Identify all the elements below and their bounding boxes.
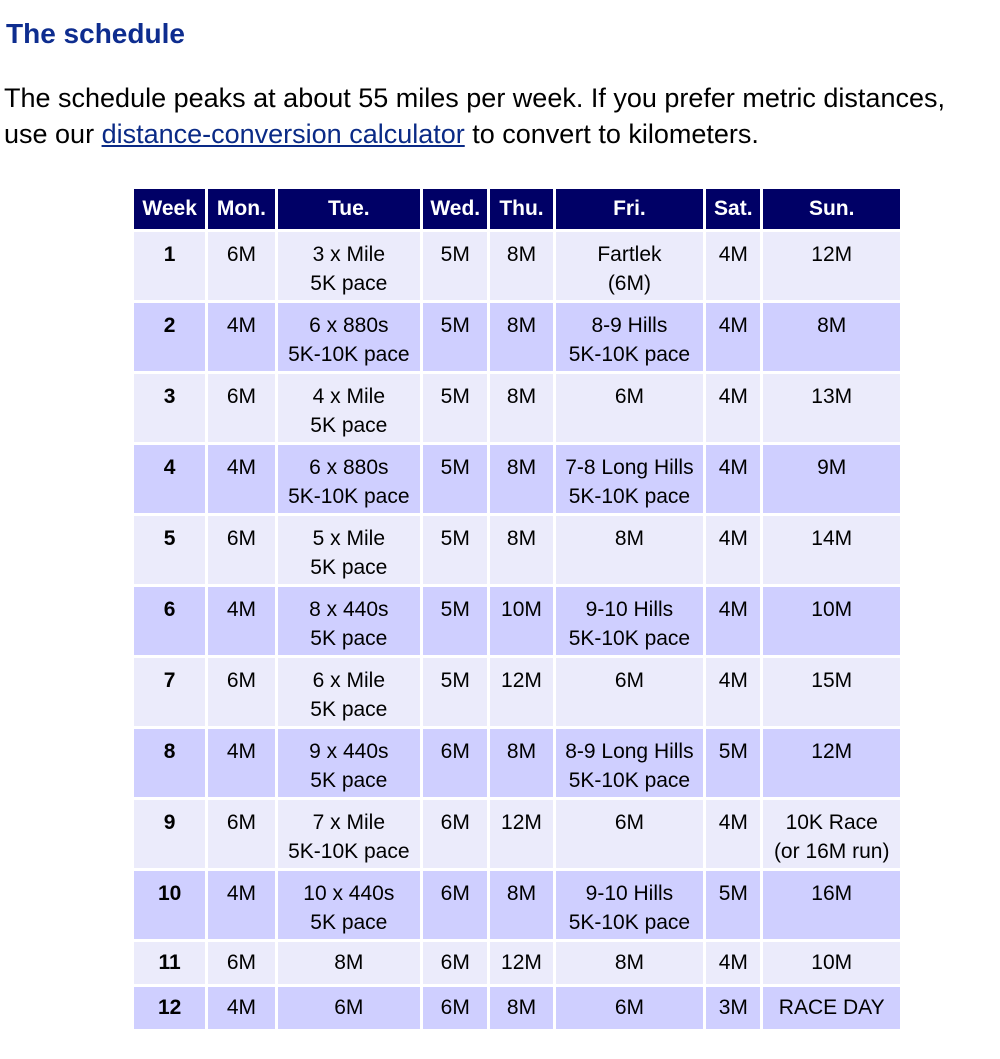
cell-tue	[278, 232, 421, 300]
distance-conversion-calculator-link[interactable]: distance-conversion calculator	[101, 119, 465, 149]
header-sun: Sun.	[763, 189, 900, 229]
table-row	[134, 587, 900, 655]
cell-mon: 4M	[208, 729, 274, 797]
cell-line: 10M	[811, 951, 853, 974]
table-row	[134, 871, 900, 939]
schedule-table	[131, 186, 903, 1032]
cell-line: 5 x Mile	[312, 527, 385, 550]
header-fri: Fri.	[556, 189, 704, 229]
cell-mon: 6M	[208, 374, 274, 442]
cell-line: 9M	[817, 456, 847, 479]
table-row	[134, 942, 900, 984]
cell-sun	[763, 587, 900, 655]
cell-mon: 4M	[208, 987, 274, 1029]
cell-thu: 8M	[490, 303, 552, 371]
table-row	[134, 729, 900, 797]
cell-line: 4 x Mile	[312, 385, 385, 408]
cell-line: 8-9 Long Hills	[565, 740, 694, 763]
cell-sun	[763, 987, 900, 1029]
cell-line: 5K-10K pace	[568, 343, 691, 366]
cell-week: 11	[134, 942, 205, 984]
cell-wed: 6M	[423, 987, 487, 1029]
cell-line: 8M	[614, 951, 644, 974]
cell-line: 5K pace	[310, 911, 388, 934]
cell-week: 10	[134, 871, 205, 939]
schedule-body	[134, 232, 900, 1029]
cell-fri	[556, 658, 704, 726]
cell-line: 10K Race	[785, 811, 878, 834]
cell-line: 6M	[614, 811, 644, 834]
cell-thu: 8M	[490, 232, 552, 300]
cell-wed: 5M	[423, 516, 487, 584]
cell-week: 8	[134, 729, 205, 797]
cell-line: 9-10 Hills	[585, 882, 674, 905]
cell-line: 5K pace	[310, 627, 388, 650]
cell-fri	[556, 800, 704, 868]
cell-sat: 4M	[706, 232, 760, 300]
cell-line: (6M)	[607, 272, 651, 295]
cell-week: 1	[134, 232, 205, 300]
cell-sun	[763, 516, 900, 584]
cell-sat: 4M	[706, 374, 760, 442]
table-row	[134, 232, 900, 300]
intro-paragraph	[4, 80, 994, 152]
cell-sat: 3M	[706, 987, 760, 1029]
header-sat: Sat.	[706, 189, 760, 229]
header-mon: Mon.	[208, 189, 274, 229]
cell-line: 16M	[811, 882, 853, 905]
cell-sun	[763, 729, 900, 797]
cell-line: 5K pace	[310, 272, 388, 295]
cell-tue	[278, 445, 421, 513]
cell-sun	[763, 374, 900, 442]
cell-line: 14M	[811, 527, 853, 550]
cell-line: 7 x Mile	[312, 811, 385, 834]
header-tue: Tue.	[278, 189, 421, 229]
cell-sat: 4M	[706, 516, 760, 584]
cell-thu: 8M	[490, 374, 552, 442]
cell-line: 6M	[334, 996, 364, 1019]
table-row	[134, 987, 900, 1029]
cell-wed: 5M	[423, 658, 487, 726]
cell-line: 13M	[811, 385, 853, 408]
cell-thu: 8M	[490, 445, 552, 513]
cell-sun	[763, 445, 900, 513]
cell-line: 6M	[614, 385, 644, 408]
cell-line: 6 x 880s	[309, 314, 389, 337]
cell-wed: 6M	[423, 871, 487, 939]
table-row	[134, 516, 900, 584]
cell-fri	[556, 987, 704, 1029]
page-title: The schedule	[6, 18, 185, 49]
cell-wed: 5M	[423, 232, 487, 300]
cell-week: 12	[134, 987, 205, 1029]
cell-sat: 4M	[706, 800, 760, 868]
cell-line: Fartlek	[597, 243, 662, 266]
cell-week: 4	[134, 445, 205, 513]
cell-line: 6 x Mile	[312, 669, 385, 692]
cell-line: 5K-10K pace	[568, 627, 691, 650]
cell-sat: 4M	[706, 445, 760, 513]
cell-mon: 6M	[208, 658, 274, 726]
cell-mon: 4M	[208, 587, 274, 655]
cell-fri	[556, 871, 704, 939]
cell-week: 6	[134, 587, 205, 655]
cell-tue	[278, 729, 421, 797]
cell-thu: 12M	[490, 800, 552, 868]
header-week: Week	[134, 189, 205, 229]
cell-fri	[556, 942, 704, 984]
cell-line: 15M	[811, 669, 853, 692]
cell-wed: 5M	[423, 374, 487, 442]
cell-line: 5K pace	[310, 769, 388, 792]
intro-text-after: to convert to kilometers.	[464, 119, 759, 149]
cell-fri	[556, 232, 704, 300]
header-wed: Wed.	[423, 189, 487, 229]
cell-line: 5K-10K pace	[568, 911, 691, 934]
cell-wed: 6M	[423, 729, 487, 797]
table-row	[134, 800, 900, 868]
intro-text-before: The schedule peaks at about 55 miles per week. If you prefer metric distances, use our	[4, 83, 945, 149]
cell-thu: 8M	[490, 987, 552, 1029]
cell-tue	[278, 800, 421, 868]
cell-sun	[763, 942, 900, 984]
cell-line: 5K-10K pace	[288, 840, 410, 863]
cell-line: 5K pace	[310, 556, 388, 579]
cell-mon: 4M	[208, 303, 274, 371]
cell-line: 8 x 440s	[309, 598, 389, 621]
cell-sun	[763, 800, 900, 868]
table-row	[134, 658, 900, 726]
cell-line: 6M	[614, 669, 644, 692]
cell-line: 8M	[614, 527, 644, 550]
cell-sat: 5M	[706, 729, 760, 797]
cell-line: RACE DAY	[778, 996, 885, 1019]
cell-week: 5	[134, 516, 205, 584]
cell-thu: 8M	[490, 729, 552, 797]
cell-line: 6 x 880s	[309, 456, 389, 479]
cell-line: 6M	[614, 996, 644, 1019]
cell-line: 7-8 Long Hills	[565, 456, 694, 479]
cell-tue	[278, 658, 421, 726]
cell-tue	[278, 987, 421, 1029]
cell-fri	[556, 445, 704, 513]
cell-line: 9 x 440s	[309, 740, 389, 763]
cell-sun	[763, 303, 900, 371]
cell-line: 5K pace	[310, 698, 388, 721]
cell-mon: 6M	[208, 942, 274, 984]
cell-fri	[556, 516, 704, 584]
cell-fri	[556, 729, 704, 797]
cell-line: 9-10 Hills	[585, 598, 674, 621]
cell-sat: 4M	[706, 587, 760, 655]
schedule-header-row	[134, 189, 900, 229]
cell-week: 9	[134, 800, 205, 868]
cell-thu: 12M	[490, 942, 552, 984]
cell-sat: 4M	[706, 658, 760, 726]
table-row	[134, 445, 900, 513]
cell-mon: 4M	[208, 445, 274, 513]
cell-mon: 4M	[208, 871, 274, 939]
cell-week: 7	[134, 658, 205, 726]
cell-fri	[556, 303, 704, 371]
cell-line: 12M	[811, 740, 853, 763]
cell-sat: 5M	[706, 871, 760, 939]
cell-tue	[278, 303, 421, 371]
cell-line: 5K-10K pace	[568, 485, 691, 508]
cell-tue	[278, 516, 421, 584]
cell-sat: 4M	[706, 942, 760, 984]
cell-line: 5K-10K pace	[288, 343, 410, 366]
cell-line: 5K pace	[310, 414, 388, 437]
cell-thu: 8M	[490, 516, 552, 584]
cell-thu: 12M	[490, 658, 552, 726]
cell-sun	[763, 871, 900, 939]
cell-week: 2	[134, 303, 205, 371]
cell-line: 3 x Mile	[312, 243, 385, 266]
cell-line: 10M	[811, 598, 853, 621]
cell-line: 8-9 Hills	[591, 314, 668, 337]
table-row	[134, 374, 900, 442]
cell-thu: 10M	[490, 587, 552, 655]
cell-fri	[556, 587, 704, 655]
cell-tue	[278, 942, 421, 984]
cell-thu: 8M	[490, 871, 552, 939]
header-thu: Thu.	[490, 189, 552, 229]
cell-line: 8M	[817, 314, 847, 337]
cell-wed: 5M	[423, 303, 487, 371]
cell-line: (or 16M run)	[773, 840, 890, 863]
cell-line: 12M	[811, 243, 853, 266]
cell-line: 5K-10K pace	[568, 769, 691, 792]
cell-wed: 5M	[423, 587, 487, 655]
cell-mon: 6M	[208, 516, 274, 584]
cell-sun	[763, 658, 900, 726]
cell-mon: 6M	[208, 800, 274, 868]
cell-line: 10 x 440s	[303, 882, 395, 905]
cell-mon: 6M	[208, 232, 274, 300]
cell-sat: 4M	[706, 303, 760, 371]
cell-wed: 6M	[423, 800, 487, 868]
table-row	[134, 303, 900, 371]
cell-line: 5K-10K pace	[288, 485, 410, 508]
cell-tue	[278, 374, 421, 442]
cell-tue	[278, 587, 421, 655]
cell-week: 3	[134, 374, 205, 442]
cell-sun	[763, 232, 900, 300]
cell-tue	[278, 871, 421, 939]
cell-fri	[556, 374, 704, 442]
cell-wed: 6M	[423, 942, 487, 984]
cell-line: 8M	[334, 951, 364, 974]
cell-wed: 5M	[423, 445, 487, 513]
